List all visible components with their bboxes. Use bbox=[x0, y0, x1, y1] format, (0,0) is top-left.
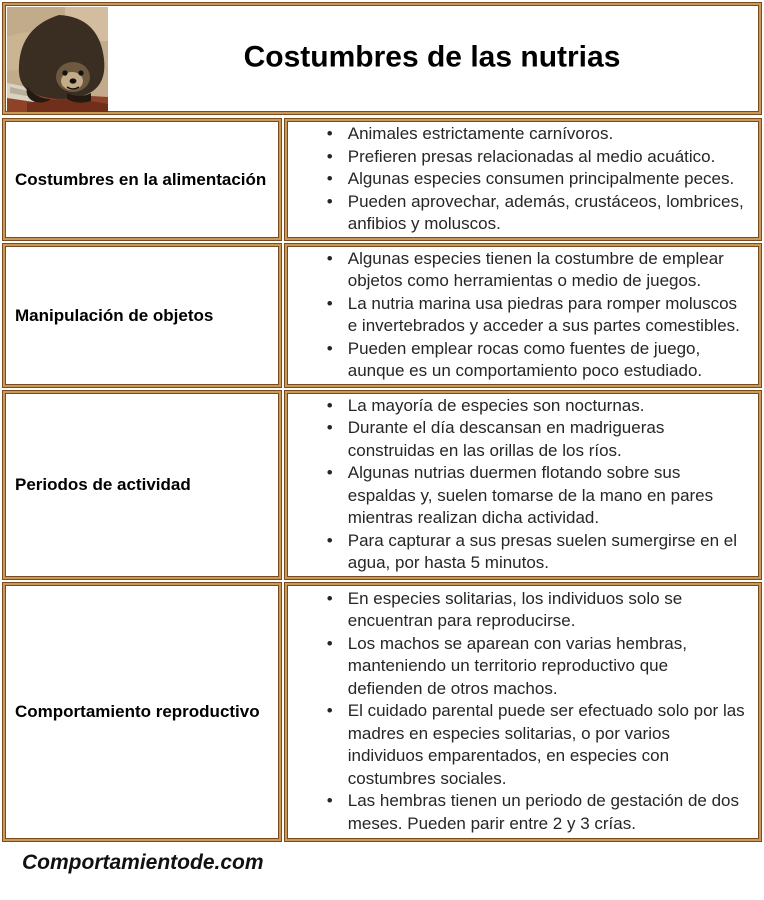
bullet-item: • Para capturar a sus presas suelen sumergirse en el agua, por hasta 5 minutos. bbox=[348, 530, 747, 575]
bullet-list bbox=[285, 123, 761, 236]
bullet-item: • En especies solitarias, los individuos solo se encuentran para reproducirse. bbox=[348, 588, 747, 633]
bullet-item: • Algunas especies tienen la costumbre de emplear objetos como herramientas o medio de juegos. bbox=[348, 248, 747, 293]
bullet-item: • Animales estrictamente carnívoros. bbox=[348, 123, 747, 146]
row-bullets-cell bbox=[284, 582, 762, 842]
row-label: Periodos de actividad bbox=[15, 475, 191, 494]
bullet-item: • Pueden aprovechar, además, crustáceos, lombrices, anfibios y moluscos. bbox=[348, 191, 747, 236]
table-row bbox=[2, 243, 762, 388]
bullet-item: • El cuidado parental puede ser efectuado solo por las madres en especies solitarias, o por varios individuos emparentados, en especies con costumbres sociales. bbox=[348, 700, 747, 790]
row-bullets-cell bbox=[284, 390, 762, 580]
bullet-item: • La mayoría de especies son nocturnas. bbox=[348, 395, 747, 418]
row-label-cell bbox=[2, 118, 282, 241]
bullet-item: • La nutria marina usa piedras para romper moluscos e invertebrados y acceder a sus partes comestibles. bbox=[348, 293, 747, 338]
row-label-cell bbox=[2, 582, 282, 842]
bullet-list bbox=[285, 248, 761, 383]
table-row bbox=[2, 582, 762, 842]
row-bullets-cell bbox=[284, 243, 762, 388]
table-row bbox=[2, 118, 762, 241]
bullet-item: • Pueden emplear rocas como fuentes de juego, aunque es un comportamiento poco estudiado. bbox=[348, 338, 747, 383]
row-bullets-cell bbox=[284, 118, 762, 241]
habits-table bbox=[0, 116, 764, 844]
site-credit: Comportamientode.com bbox=[22, 851, 264, 874]
bullet-list bbox=[285, 588, 761, 836]
row-label-cell bbox=[2, 390, 282, 580]
bullet-item: • Algunas especies consumen principalmente peces. bbox=[348, 168, 747, 191]
table-row bbox=[2, 390, 762, 580]
row-label: Costumbres en la alimentación bbox=[15, 169, 267, 189]
bullet-item: • Algunas nutrias duermen flotando sobre sus espaldas y, suelen tomarse de la mano en pares mientras realizan dicha actividad. bbox=[348, 462, 747, 530]
row-label: Comportamiento reproductivo bbox=[15, 702, 260, 721]
row-label-cell bbox=[2, 243, 282, 388]
bullet-item: • Durante el día descansan en madrigueras construidas en las orillas de los ríos. bbox=[348, 417, 747, 462]
bullet-item: • Prefieren presas relacionadas al medio acuático. bbox=[348, 146, 747, 169]
header bbox=[2, 2, 762, 115]
page-title: Costumbres de las nutrias bbox=[243, 40, 621, 74]
otter-image bbox=[7, 7, 108, 112]
row-label: Manipulación de objetos bbox=[15, 305, 214, 325]
bullet-list bbox=[285, 395, 761, 575]
habits-table-body bbox=[2, 118, 762, 842]
bullet-item: • Las hembras tienen un periodo de gestación de dos meses. Pueden parir entre 2 y 3 crías. bbox=[348, 790, 747, 835]
bullet-item: • Los machos se aparean con varias hembras, manteniendo un territorio reproductivo que defienden de otros machos. bbox=[348, 633, 747, 701]
